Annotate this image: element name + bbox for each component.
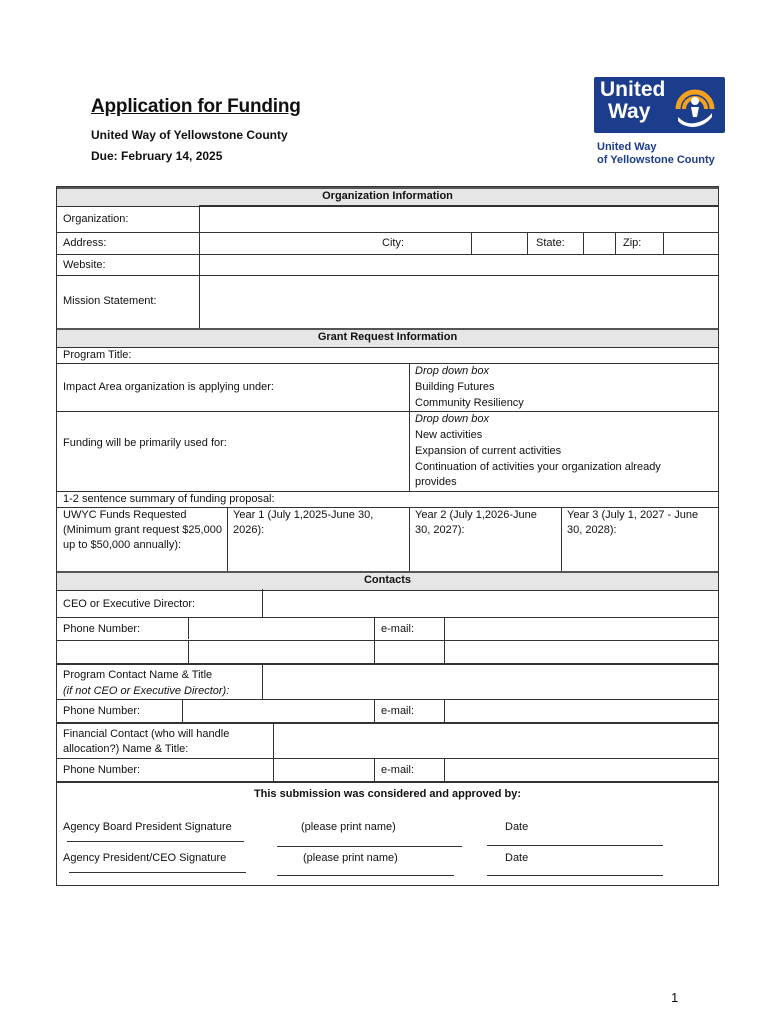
- ceo-date-line[interactable]: [487, 875, 663, 876]
- summary-field[interactable]: [317, 492, 717, 507]
- financial-email-label: e-mail:: [381, 764, 415, 776]
- mission-label: Mission Statement:: [63, 295, 157, 307]
- option-continuation[interactable]: Continuation of activities your organization already provides: [415, 461, 661, 488]
- mission-field[interactable]: [200, 276, 719, 328]
- website-field[interactable]: [200, 255, 719, 275]
- program-email-label: e-mail:: [381, 705, 415, 717]
- address-field[interactable]: [200, 233, 376, 255]
- board-print-name-line[interactable]: [277, 846, 462, 847]
- approval-heading: This submission was considered and approved by:: [253, 788, 522, 800]
- option-building-futures[interactable]: Building Futures: [415, 381, 495, 393]
- zip-label: Zip:: [623, 237, 642, 249]
- financial-email-field[interactable]: [445, 759, 719, 781]
- year1-label[interactable]: Year 1 (July 1,2025-June 30, 2026):: [233, 509, 374, 536]
- dropdown-hint: Drop down box: [415, 365, 489, 377]
- board-signature-label: Agency Board President Signature: [63, 821, 232, 833]
- ceo-phone-label: Phone Number:: [63, 623, 141, 635]
- program-contact-label: Program Contact Name & Title: [63, 669, 213, 681]
- due-date: Due: February 14, 2025: [91, 149, 223, 163]
- program-phone-field[interactable]: [183, 700, 374, 722]
- section-grant-request: Grant Request Information: [57, 328, 718, 348]
- city-label: City:: [382, 237, 404, 249]
- board-print-name-label: (please print name): [301, 821, 396, 833]
- page-number: 1: [671, 990, 679, 1005]
- financial-phone-field[interactable]: [274, 759, 374, 781]
- state-label: State:: [536, 237, 565, 249]
- option-new-activities[interactable]: New activities: [415, 429, 483, 441]
- ceo-signature-label: Agency President/CEO Signature: [63, 852, 227, 864]
- address-label: Address:: [63, 237, 107, 249]
- option-community-resiliency[interactable]: Community Resiliency: [415, 397, 524, 409]
- year2-label[interactable]: Year 2 (July 1,2026-June 30, 2027):: [415, 509, 537, 536]
- united-way-logo: [594, 77, 725, 133]
- financial-contact-label: Financial Contact (who will handle allocation?) Name & Title:: [63, 728, 230, 755]
- program-title-field[interactable]: [167, 347, 717, 363]
- logo-wordmark: United Way: [600, 78, 666, 123]
- program-email-field[interactable]: [445, 700, 719, 722]
- funding-use-label: Funding will be primarily used for:: [63, 437, 227, 449]
- zip-field[interactable]: [664, 233, 719, 254]
- logo-subtitle: United Way of Yellowstone County: [597, 141, 715, 166]
- ceo-field[interactable]: [263, 590, 719, 617]
- org-name: United Way of Yellowstone County: [91, 128, 288, 142]
- funding-use-dropdown[interactable]: [415, 412, 715, 491]
- city-field[interactable]: [472, 233, 527, 254]
- organization-label: Organization:: [63, 213, 129, 225]
- organization-field[interactable]: [200, 206, 719, 231]
- ceo-email-label: e-mail:: [381, 623, 415, 635]
- hand-person-rainbow-icon: [672, 83, 718, 129]
- summary-label: 1-2 sentence summary of funding proposal:: [63, 493, 275, 505]
- website-label: Website:: [63, 259, 106, 271]
- ceo-signature-line[interactable]: [69, 872, 246, 873]
- impact-area-label: Impact Area organization is applying under:: [63, 381, 274, 393]
- board-date-line[interactable]: [487, 845, 663, 846]
- ceo-print-name-label: (please print name): [303, 852, 398, 864]
- ceo-phone-field[interactable]: [189, 618, 374, 639]
- impact-area-dropdown[interactable]: [415, 364, 715, 411]
- state-field[interactable]: [584, 233, 615, 254]
- program-contact-field[interactable]: [263, 666, 719, 699]
- option-expansion[interactable]: Expansion of current activities: [415, 445, 562, 457]
- program-phone-label: Phone Number:: [63, 705, 141, 717]
- section-org-info: Organization Information: [57, 187, 718, 207]
- ceo-print-name-line[interactable]: [277, 875, 454, 876]
- financial-phone-label: Phone Number:: [63, 764, 141, 776]
- ceo-label: CEO or Executive Director:: [63, 598, 196, 610]
- program-contact-note: (if not CEO or Executive Director):: [63, 685, 230, 697]
- financial-contact-field[interactable]: [274, 725, 719, 758]
- ceo-date-label: Date: [505, 852, 529, 864]
- section-contacts: Contacts: [57, 571, 718, 591]
- board-signature-line[interactable]: [67, 841, 244, 842]
- ceo-email-field[interactable]: [445, 618, 719, 639]
- program-title-label: Program Title:: [63, 349, 132, 361]
- board-date-label: Date: [505, 821, 529, 833]
- dropdown-hint: Drop down box: [415, 413, 489, 425]
- application-form: [56, 186, 719, 886]
- funds-requested-label: UWYC Funds Requested (Minimum grant request $25,000 up to $50,000 annually):: [63, 509, 222, 551]
- year3-label[interactable]: Year 3 (July 1, 2027 - June 30, 2028):: [567, 509, 699, 536]
- document-title: Application for Funding: [91, 96, 301, 117]
